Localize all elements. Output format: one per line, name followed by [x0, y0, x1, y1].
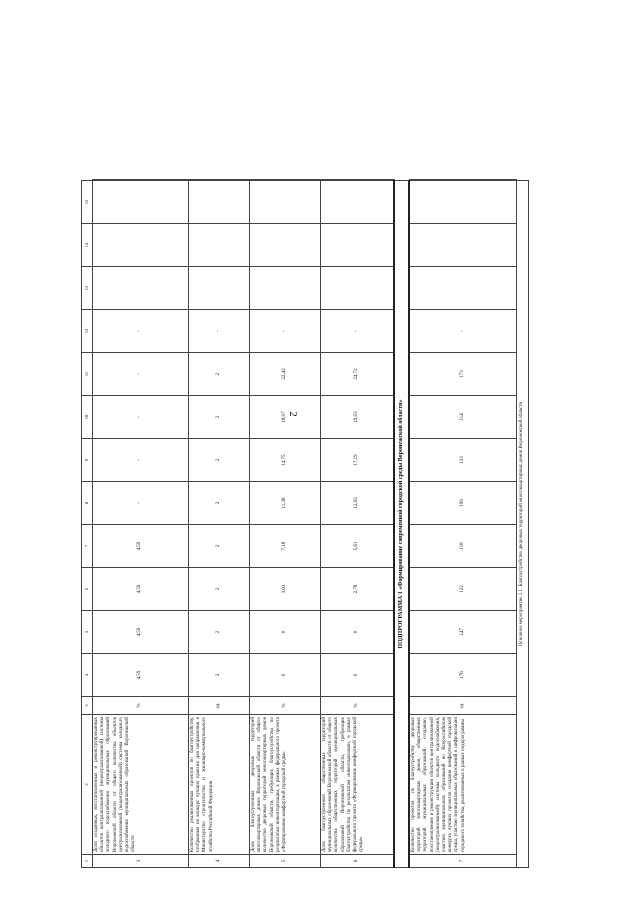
header-cell: 4	[82, 654, 93, 697]
header-cell: 14	[82, 224, 93, 267]
value-cell: 19,03	[321, 396, 395, 439]
page-number: 2	[287, 411, 299, 417]
header-cell: 6	[82, 568, 93, 611]
value-cell: 12,93	[321, 482, 395, 525]
header-cell: 5	[82, 611, 93, 654]
table-row	[321, 180, 395, 868]
indicator-name: Доля созданных, восстановленных и реконструированных объектов централизованной (нецентрализованной) системы холодного водоснабжения муниципальных образований Воронежской области от общего количества объектов централизованной (нецентрализованной) системы холодного водоснабжения муниципальных образований Воронежской области	[93, 715, 189, 855]
value-cell: -	[250, 310, 321, 353]
value-cell: 0	[250, 654, 321, 697]
section-title: ПОДПРОГРАММА 1 «Формирование современной городской среды Воронежской области»	[394, 181, 409, 868]
value-cell	[321, 224, 395, 267]
header-cell: 12	[82, 310, 93, 353]
value-cell: 122	[409, 568, 517, 611]
value-cell	[409, 181, 517, 224]
table-row	[189, 180, 250, 868]
row-number: 4	[189, 855, 250, 868]
value-cell: 7,18	[250, 525, 321, 568]
header-cell: 7	[82, 525, 93, 568]
value-cell: 199	[409, 482, 517, 525]
value-cell	[93, 224, 189, 267]
value-cell: 118	[409, 525, 517, 568]
main-event-row	[517, 180, 529, 868]
header-row	[82, 180, 93, 868]
value-cell: 2	[189, 611, 250, 654]
value-cell: 0	[321, 654, 395, 697]
row-number: 6	[321, 855, 395, 868]
value-cell: -	[93, 310, 189, 353]
row-number: 7	[409, 855, 517, 868]
indicator-name: Доля благоустроенных общественных территорий муниципальных образований Воронежской области от общего количества общественных территорий муниципальных образований Воронежской области, требующих благоустройства по результатам инвентаризации, в рамках федерального проекта «Формирование комфортной городской среды»	[321, 715, 395, 855]
value-cell: 173	[409, 353, 517, 396]
unit-cell: ед.	[189, 697, 250, 715]
value-cell: 4,59	[93, 525, 189, 568]
value-cell	[409, 267, 517, 310]
value-cell: 2	[189, 353, 250, 396]
value-cell	[189, 267, 250, 310]
header-cell: 13	[82, 267, 93, 310]
value-cell: 2	[189, 482, 250, 525]
value-cell: 4,59	[93, 654, 189, 697]
value-cell: 18,07	[250, 396, 321, 439]
header-cell: 15	[82, 181, 93, 224]
value-cell	[189, 181, 250, 224]
unit-cell: %	[250, 697, 321, 715]
value-cell	[189, 224, 250, 267]
value-cell: -	[189, 310, 250, 353]
table-row	[409, 180, 517, 868]
unit-cell: %	[321, 697, 395, 715]
value-cell	[93, 181, 189, 224]
value-cell: 147	[409, 611, 517, 654]
value-cell	[321, 267, 395, 310]
value-cell: -	[93, 439, 189, 482]
value-cell: 2	[189, 654, 250, 697]
value-cell: 5,61	[321, 525, 395, 568]
value-cell: 22,43	[250, 353, 321, 396]
value-cell: 2	[189, 439, 250, 482]
value-cell	[250, 180, 321, 181]
value-cell: -	[93, 353, 189, 396]
section-row	[394, 180, 409, 868]
unit-cell: ед.	[409, 697, 517, 715]
value-cell: -	[321, 310, 395, 353]
main-event-title: Основное мероприятие 1.1. Благоустройство дворовых территорий многоквартирных домов Воронежской области	[517, 181, 529, 868]
value-cell	[321, 180, 395, 181]
value-cell: -	[409, 310, 517, 353]
value-cell: 17,19	[321, 439, 395, 482]
value-cell	[409, 180, 517, 181]
value-cell	[409, 224, 517, 267]
header-cell: 11	[82, 353, 93, 396]
indicators-table	[81, 179, 529, 868]
value-cell	[250, 267, 321, 310]
value-cell: -	[93, 482, 189, 525]
unit-cell: %	[93, 697, 189, 715]
indicator-name: Количество реализованных проектов по благоустройству, отобранных на конкурс лучших практик для направления в Министерство строительства и жилищно-коммунального хозяйства Российской Федерации	[189, 715, 250, 855]
value-cell: 176	[409, 654, 517, 697]
header-cell: 9	[82, 439, 93, 482]
value-cell	[93, 180, 189, 181]
table-row	[93, 180, 189, 868]
value-cell: 24,72	[321, 353, 395, 396]
value-cell: 4,59	[93, 611, 189, 654]
value-cell: 2	[189, 568, 250, 611]
header-cell: 8	[82, 482, 93, 525]
value-cell	[321, 181, 395, 224]
value-cell: -	[93, 396, 189, 439]
indicator-name: Доля благоустроенных дворовых территорий многоквартирных домов Воронежской области от общего количества дворовых территорий многоквартирных домов Воронежской области, требующих благоустройства по результатам инвентаризации, в рамках федерального проекта «Формирование комфортной городской среды»	[250, 715, 321, 855]
value-cell	[250, 181, 321, 224]
value-cell: 2,78	[321, 568, 395, 611]
value-cell: 14,75	[250, 439, 321, 482]
header-cell: 1	[82, 855, 93, 868]
row-number: 3	[93, 855, 189, 868]
header-cell: 10	[82, 396, 93, 439]
value-cell: 0	[321, 611, 395, 654]
value-cell	[93, 267, 189, 310]
row-number: 5	[250, 855, 321, 868]
value-cell: 2	[189, 396, 250, 439]
value-cell	[250, 224, 321, 267]
header-cell: 2	[82, 715, 93, 855]
value-cell: 4,59	[93, 568, 189, 611]
value-cell: 3,63	[250, 568, 321, 611]
value-cell	[189, 180, 250, 181]
value-cell: 0	[250, 611, 321, 654]
indicator-name: Количество проектов по благоустройству дворовых территорий многоквартирных домов, общественных территорий муниципальных образований, созданию, восстановлению и реконструкции объектов централизованной (нецентрализованной) системы холодного водоснабжения, участию муниципальных образований во Всероссийском конкурсе лучших проектов создания комфортной городской среды, участию муниципальных образований в цифровизации городского хозяйства, реализованных в рамках подпрограммы	[409, 715, 517, 855]
header-cell: 3	[82, 697, 93, 715]
value-cell: 133	[409, 439, 517, 482]
value-cell: 114	[409, 396, 517, 439]
value-cell: 11,38	[250, 482, 321, 525]
table-row	[250, 180, 321, 868]
value-cell: 2	[189, 525, 250, 568]
